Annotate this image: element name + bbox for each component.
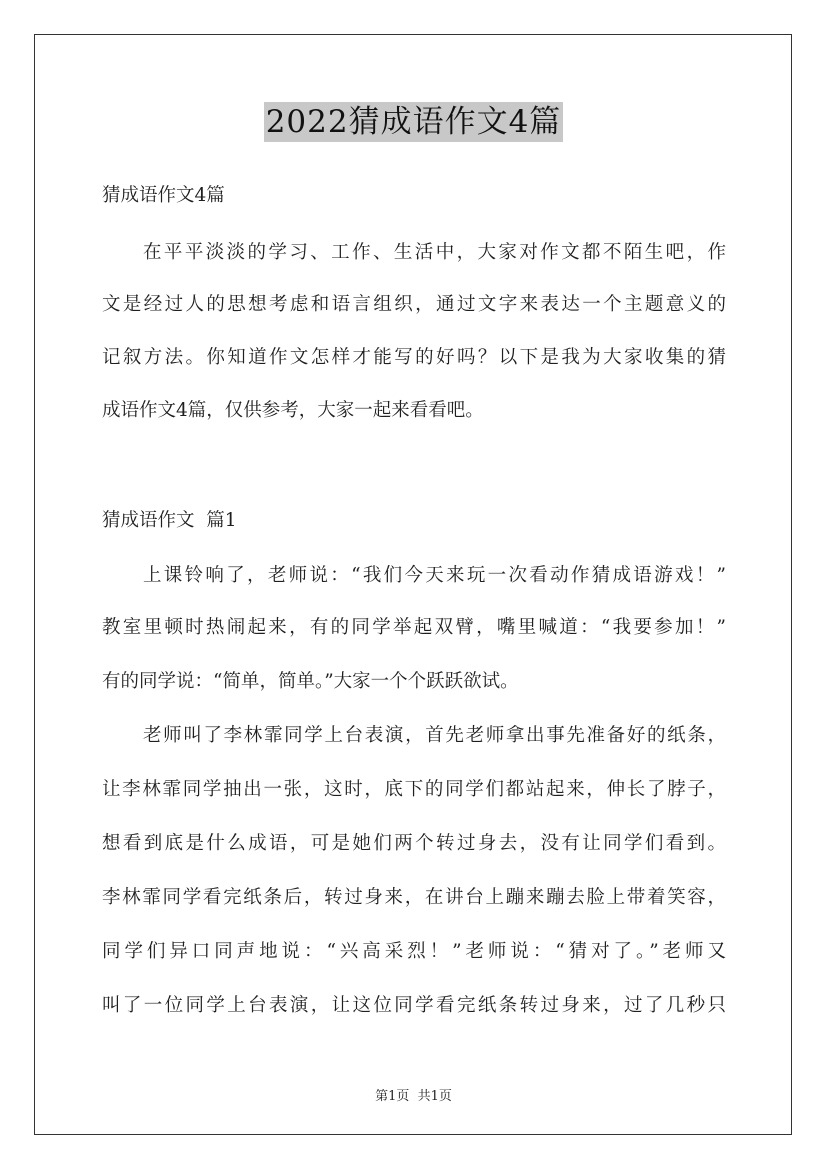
title-container xyxy=(0,102,827,142)
body-line-4: 老师叫了李林霏同学上台表演，首先老师拿出事先准备好的纸条， xyxy=(143,725,726,746)
body-line-3: 有的同学说：“简单，简单。”大家一个个跃跃欲试。 xyxy=(102,671,519,692)
body-line-1: 上课铃响了，老师说：“我们今天来玩一次看动作猜成语游戏！” xyxy=(143,565,726,586)
intro-line-1: 在平平淡淡的学习、工作、生活中，大家对作文都不陌生吧，作 xyxy=(143,242,726,263)
body-line-9: 叫了一位同学上台表演，让这位同学看完纸条转过身来，过了几秒只 xyxy=(102,995,726,1016)
page-footer: 第1页 共1页 xyxy=(375,1089,452,1104)
intro-line-4: 成语作文4篇，仅供参考，大家一起来看看吧。 xyxy=(102,400,484,421)
document-subtitle: 猜成语作文4篇 xyxy=(102,185,225,206)
body-line-2: 教室里顿时热闹起来，有的同学举起双臂，嘴里喊道：“我要参加！” xyxy=(102,617,726,638)
intro-line-3: 记叙方法。你知道作文怎样才能写的好吗？以下是我为大家收集的猜 xyxy=(102,347,726,368)
intro-line-2: 文是经过人的思想考虑和语言组织，通过文字来表达一个主题意义的 xyxy=(102,294,726,315)
body-line-7: 李林霏同学看完纸条后，转过身来，在讲台上蹦来蹦去脸上带着笑容， xyxy=(102,887,726,908)
body-line-8: 同学们异口同声地说：“兴高采烈！”老师说：“猜对了。”老师又 xyxy=(102,941,726,962)
body-line-5: 让李林霏同学抽出一张，这时，底下的同学们都站起来，伸长了脖子， xyxy=(102,779,726,800)
body-line-6: 想看到底是什么成语，可是她们两个转过身去，没有让同学们看到。 xyxy=(102,833,726,854)
section-heading: 猜成语作文 篇1 xyxy=(102,510,237,531)
document-title: 2022猜成语作文4篇 xyxy=(265,104,562,140)
